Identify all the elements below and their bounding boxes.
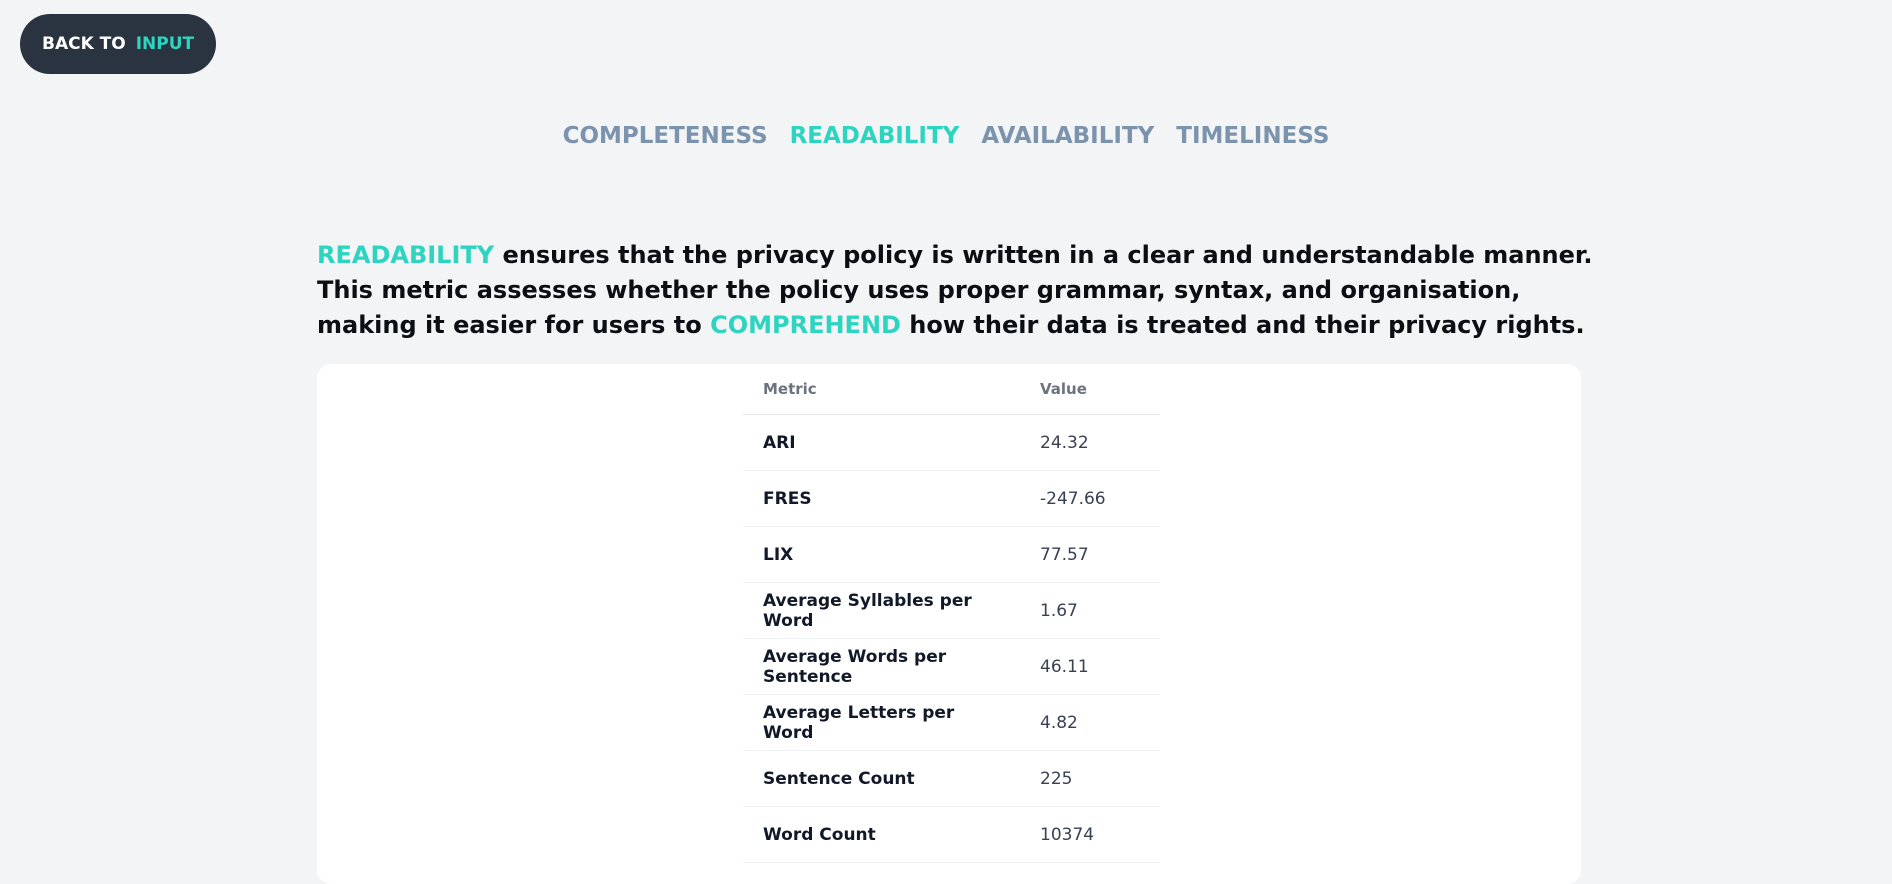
table-row bbox=[743, 527, 1160, 583]
metric-name: ARI bbox=[743, 415, 1020, 471]
metric-value: 77.57 bbox=[1020, 527, 1160, 583]
back-to-input-button[interactable] bbox=[20, 14, 216, 74]
description-highlight-comprehend: COMPREHEND bbox=[710, 311, 901, 339]
metric-value: 10374 bbox=[1020, 807, 1160, 863]
metric-value: 46.11 bbox=[1020, 639, 1160, 695]
table-row bbox=[743, 583, 1160, 639]
header-value: Value bbox=[1020, 364, 1160, 415]
metric-value: -247.66 bbox=[1020, 471, 1160, 527]
table-row bbox=[743, 471, 1160, 527]
metric-name: Average Letters per Word bbox=[743, 695, 1020, 751]
description-text-part-1: ensures that the privacy policy is written in a clear and understandable manner. This metric assesses whether the policy uses proper grammar, syntax, and organisation, making it easier for users to bbox=[317, 241, 1593, 339]
back-button-accent: INPUT bbox=[135, 34, 195, 54]
metric-value: 24.32 bbox=[1020, 415, 1160, 471]
metric-name: LIX bbox=[743, 527, 1020, 583]
table-row bbox=[743, 807, 1160, 863]
metric-name: Word Count bbox=[743, 807, 1020, 863]
metric-tabs bbox=[0, 123, 1892, 149]
tab-timeliness[interactable]: TIMELINESS bbox=[1176, 123, 1330, 149]
metric-name: Average Syllables per Word bbox=[743, 583, 1020, 639]
metrics-card bbox=[317, 364, 1581, 884]
metric-name: FRES bbox=[743, 471, 1020, 527]
metric-value: 1.67 bbox=[1020, 583, 1160, 639]
table-header-row bbox=[743, 364, 1160, 415]
metric-value: 4.82 bbox=[1020, 695, 1160, 751]
table-row bbox=[743, 639, 1160, 695]
header-metric: Metric bbox=[743, 364, 1020, 415]
readability-description bbox=[317, 238, 1597, 343]
tab-readability[interactable]: READABILITY bbox=[789, 123, 960, 149]
tab-availability[interactable]: AVAILABILITY bbox=[981, 123, 1155, 149]
description-text-part-2: how their data is treated and their privacy rights. bbox=[900, 311, 1585, 339]
table-row bbox=[743, 695, 1160, 751]
table-row bbox=[743, 415, 1160, 471]
description-highlight-readability: READABILITY bbox=[317, 241, 495, 269]
tab-completeness[interactable]: COMPLETENESS bbox=[562, 123, 768, 149]
metric-name: Average Words per Sentence bbox=[743, 639, 1020, 695]
table-row bbox=[743, 751, 1160, 807]
metric-value: 225 bbox=[1020, 751, 1160, 807]
metrics-table bbox=[743, 364, 1160, 863]
back-button-label: BACK TO bbox=[42, 34, 126, 54]
metric-name: Sentence Count bbox=[743, 751, 1020, 807]
